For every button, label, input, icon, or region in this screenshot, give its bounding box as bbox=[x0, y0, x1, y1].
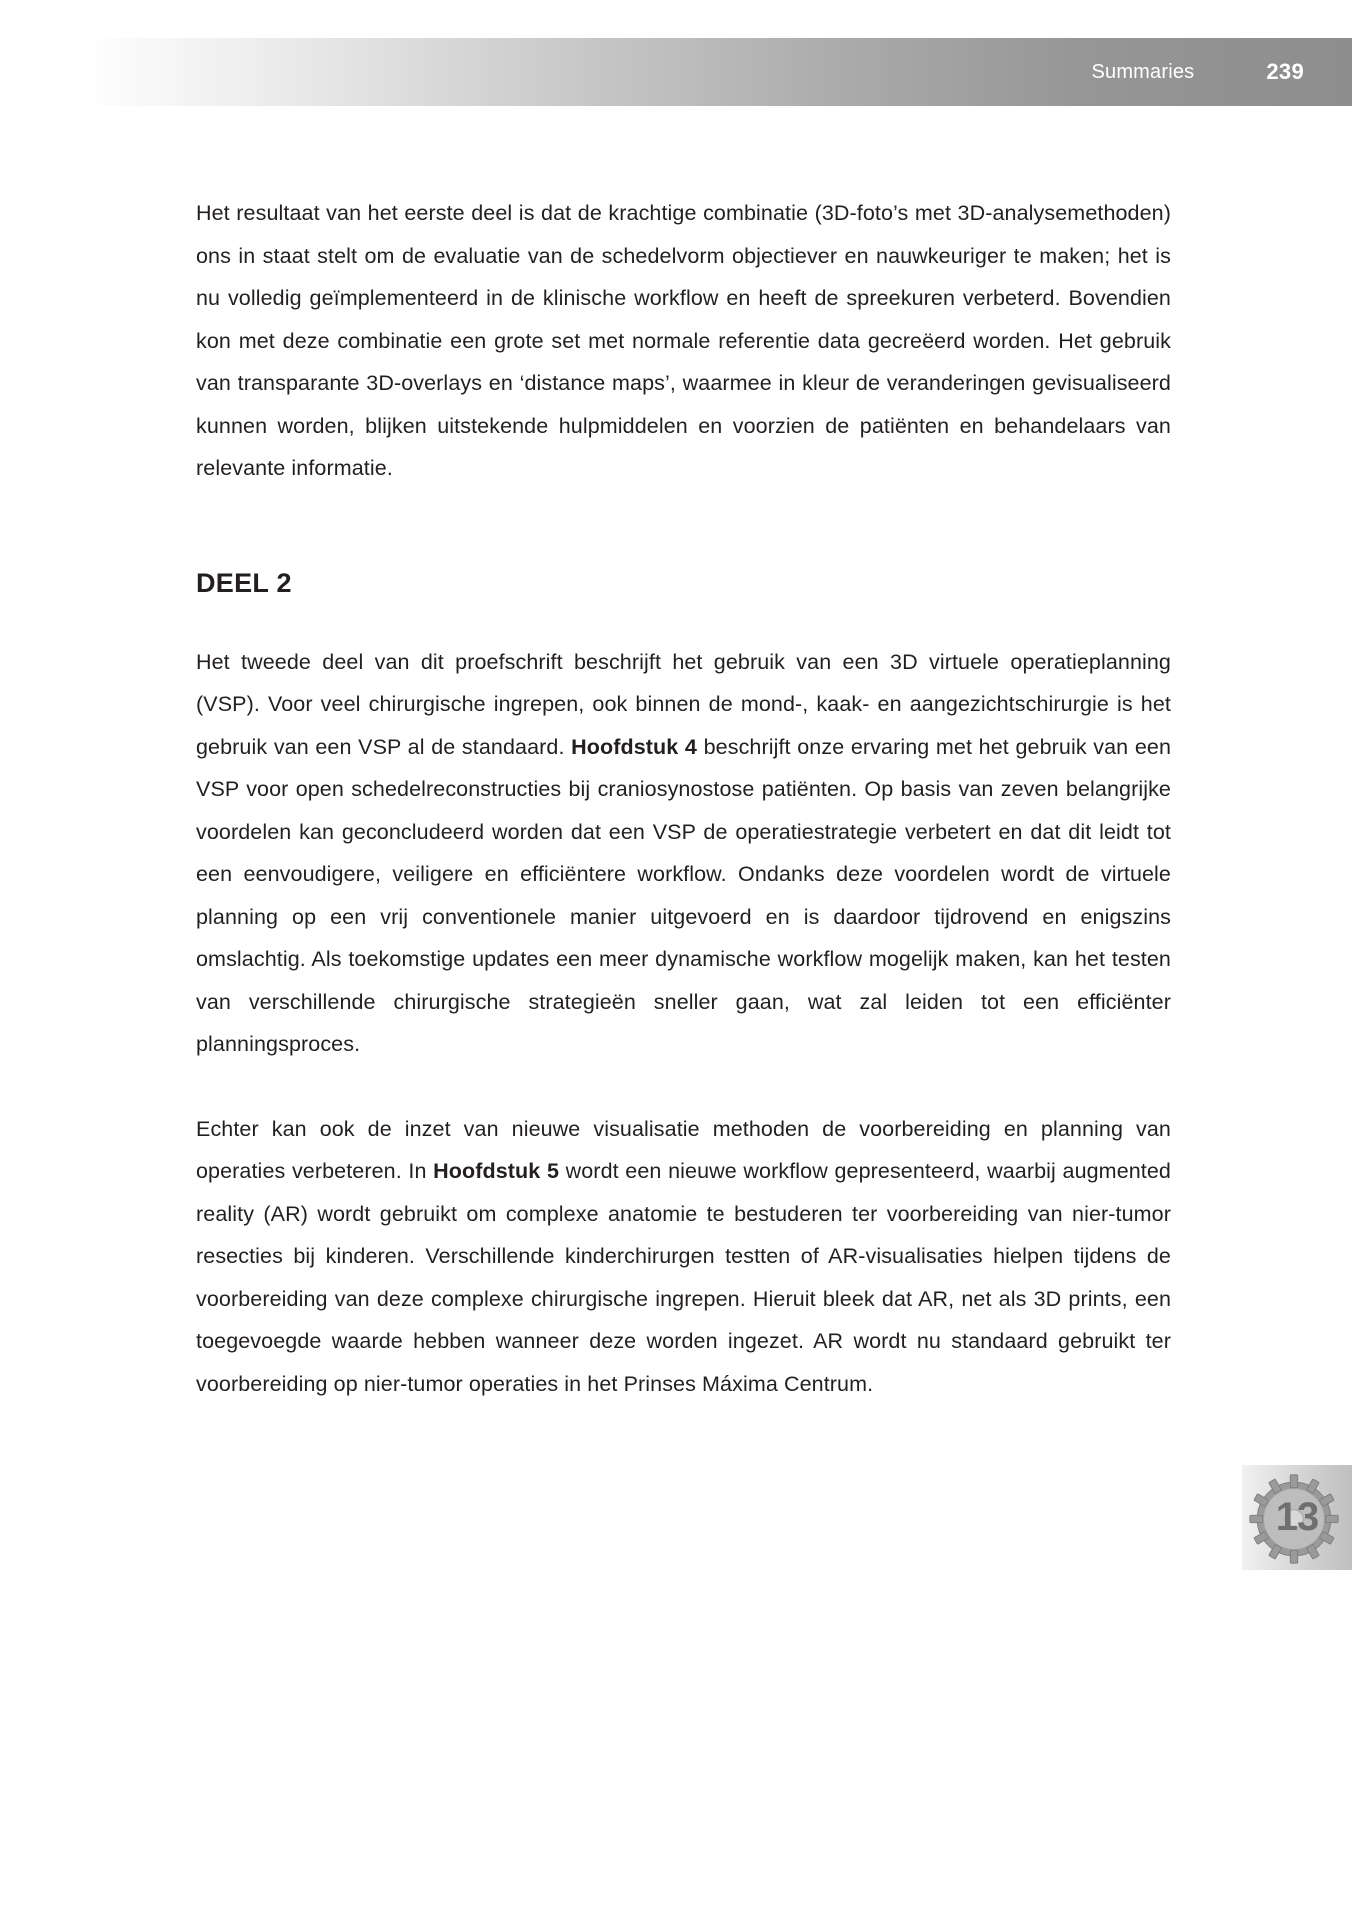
chapter-thumb-tab bbox=[1242, 1465, 1352, 1570]
chapter-number: 13 bbox=[1275, 1495, 1319, 1539]
chapter-reference-5: Hoofdstuk 5 bbox=[433, 1159, 560, 1183]
chapter-reference-4: Hoofdstuk 4 bbox=[571, 734, 697, 759]
page-content bbox=[196, 192, 1171, 1405]
header-page-number: 239 bbox=[1266, 59, 1304, 84]
page-header bbox=[0, 38, 1352, 106]
paragraph-2-text-before: Het tweede deel van dit proefschrift beschrijft het gebruik van een 3D virtuele operatieplanning (VSP). Voor veel chirurgische ingrepen, ook binnen de mond-, kaak- en aangezichtschirurgie is het gebruik van een VSP al de standaard. bbox=[196, 649, 1171, 759]
paragraph-3-text-before: Echter kan ook de inzet van nieuwe visualisatie methoden de voorbereiding en planning van operaties verbeteren. In bbox=[196, 1116, 1171, 1183]
paragraph-3-text-after: wordt een nieuwe workflow gepresenteerd, waarbij augmented reality (AR) wordt gebruikt om complexe anatomie te bestuderen ter voorbereiding van nier-tumor resecties bij kinderen. Verschillende kinderchirurgen testten of AR-visualisaties hielpen tijdens de voorbereiding van deze complexe chirurgische ingrepen. Hieruit bleek dat AR, net als 3D prints, een toegevoegde waarde hebben wanneer deze worden ingezet. AR wordt nu standaard gebruikt ter voorbereiding op nier-tumor operaties in het Prinses Máxima Centrum. bbox=[196, 1159, 1171, 1396]
paragraph-2 bbox=[196, 641, 1171, 1066]
section-heading-deel-2: DEEL 2 bbox=[196, 567, 292, 598]
paragraph-2-text-after: beschrijft onze ervaring met het gebruik van een VSP voor open schedelreconstructies bij craniosynostose patiënten. Op basis van zeven belangrijke voordelen kan geconcludeerd worden dat een VSP de operatiestrategie verbetert en dat dit leidt tot een eenvoudigere, veiligere en efficiëntere workflow. Ondanks deze voordelen wordt de virtuele planning op een vrij conventionele manier uitgevoerd en is daardoor tijdrovend en enigszins omslachtig. Als toekomstige updates een meer dynamische workflow mogelijk maken, kan het testen van verschillende chirurgische strategieën sneller gaan, wat zal leiden tot een efficiënter planningsproces. bbox=[196, 734, 1172, 1056]
paragraph-3 bbox=[196, 1108, 1171, 1406]
paragraph-1: Het resultaat van het eerste deel is dat de krachtige combinatie (3D-foto’s met 3D-analysemethoden) ons in staat stelt om de evaluatie van de schedelvorm objectiever en nauwkeuriger te maken; het is nu volledig geïmplementeerd in de klinische workflow en heeft de spreekuren verbeterd. Bovendien kon met deze combinatie een grote set met normale referentie data gecreëerd worden. Het gebruik van transparante 3D-overlays en ‘distance maps’, waarmee in kleur de veranderingen gevisualiseerd kunnen worden, blijken uitstekende hulpmiddelen en voorzien de patiënten en behandelaars van relevante informatie. bbox=[196, 201, 1171, 480]
header-section-title: Summaries bbox=[1091, 60, 1195, 83]
